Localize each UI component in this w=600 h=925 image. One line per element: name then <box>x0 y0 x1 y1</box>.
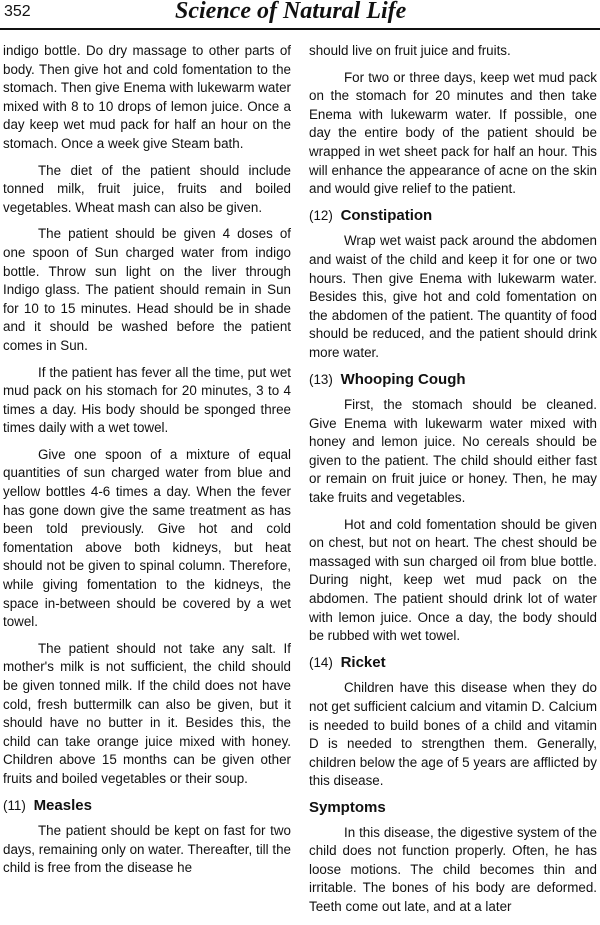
header-rule <box>0 28 600 30</box>
paragraph: Children have this disease when they do not get sufficient calcium and vitamin D. Calcium is needed to build bones of a child and vitamin D is needed to strengthen them. Generally, children below the age of 5 years are afflicted by this disease. <box>309 680 597 789</box>
section-title: Whooping Cough <box>340 370 466 388</box>
paragraph: First, the stomach should be cleaned. Give Enema with lukewarm water mixed with honey and lemon juice. No cereals should be given to the patient. The child should either fast or remain on fruit juice or honey. Then, he may take fruits and vegetables. <box>309 397 597 506</box>
paragraph: should live on fruit juice and fruits. <box>309 43 511 58</box>
paragraph: The patient should not take any salt. If mother's milk is not sufficient, the child should be given tonned milk. If the child does not have cold, fresh buttermilk can also be given, but it should have no butter in it. Besides this, the child can take orange juice mixed with honey. Children above 15 months can be given other fruits and boiled vegetables or their soup. <box>3 640 291 786</box>
paragraph: For two or three days, keep wet mud pack on the stomach for 20 minutes and then take Enema with lukewarm water. If possible, one day the entire body of the patient should be wrapped in wet sheet pack for half an hour. This will enhance the appearance of acne on the skin and would give relief to the patient. <box>309 69 597 197</box>
section-title: Ricket <box>340 653 386 671</box>
page-header <box>0 0 600 30</box>
section-number: (13) <box>309 371 333 387</box>
paragraph: Give one spoon of a mixture of equal quantities of sun charged water from blue and yellow bottles 4-6 times a day. When the fever has gone down give the same treatment as has been told previously. Give hot and cold fomentation above both kidneys, but heat should not be given to spinal column. Therefore, while giving fomentation to the kidneys, the space in-between should be covered by a wet towel. <box>3 446 291 630</box>
paragraph: The patient should be given 4 doses of one spoon of Sun charged water from indigo bottle. Throw sun light on the liver through Indigo glass. The patient should remain in Sun for 10 to 15 minutes. Head should be in shade and it should be washed before the patient comes in Sun. <box>3 226 291 353</box>
left-column <box>3 42 291 886</box>
right-column <box>309 42 597 925</box>
paragraph: The patient should be kept on fast for two days, remaining only on water. Thereafter, till the child is free from the disease he <box>3 823 291 876</box>
section-number: (12) <box>309 207 333 223</box>
paragraph: If the patient has fever all the time, put wet mud pack on his stomach for 20 minutes, 3 to 4 times a day. His body should be sponged three times daily with a wet towel. <box>3 364 291 436</box>
section-heading-constipation <box>309 207 597 226</box>
section-number: (11) <box>3 797 26 813</box>
paragraph: Hot and cold fomentation should be given on chest, but not on heart. The chest should be massaged with sun charged oil from blue bottle. During night, keep wet mud pack on the abdomen. The patient should drink lot of water with lemon juice. Once a day, the body should be rubbed with wet towel. <box>309 516 597 644</box>
subheading-symptoms: Symptoms <box>309 798 386 816</box>
section-heading-ricket <box>309 654 597 673</box>
section-heading-measles <box>3 797 291 816</box>
paragraph: In this disease, the digestive system of the child does not function properly. Often, he has loose motions. The child becomes thin and irritable. The bones of his body are deformed. Teeth come out late, and at a later <box>309 824 597 914</box>
section-title: Constipation <box>340 206 433 224</box>
paragraph: indigo bottle. Do dry massage to other parts of body. Then give hot and cold fomentation to the stomach. Then give Enema with lukewarm water mixed with 8 to 10 drops of lemon juice. Once a day keep wet mud pack for half an hour on the stomach. Once a week give Steam bath. <box>3 43 291 151</box>
section-title: Measles <box>33 796 92 814</box>
section-number: (14) <box>309 654 333 670</box>
paragraph: Wrap wet waist pack around the abdomen and waist of the child and keep it for one or two hours. Then give Enema with lukewarm water. Besides this, give hot and cold fomentation on the abdomen of the patient. The quantity of food should be reduced, and the patient should drink more water. <box>309 233 597 360</box>
running-title: Science of Natural Life <box>175 0 407 24</box>
paragraph: The diet of the patient should include tonned milk, fruit juice, fruits and boiled vegetables. Wheat mash can also be given. <box>3 162 291 215</box>
section-heading-whooping-cough <box>309 371 597 390</box>
page-number: 352 <box>4 3 31 20</box>
